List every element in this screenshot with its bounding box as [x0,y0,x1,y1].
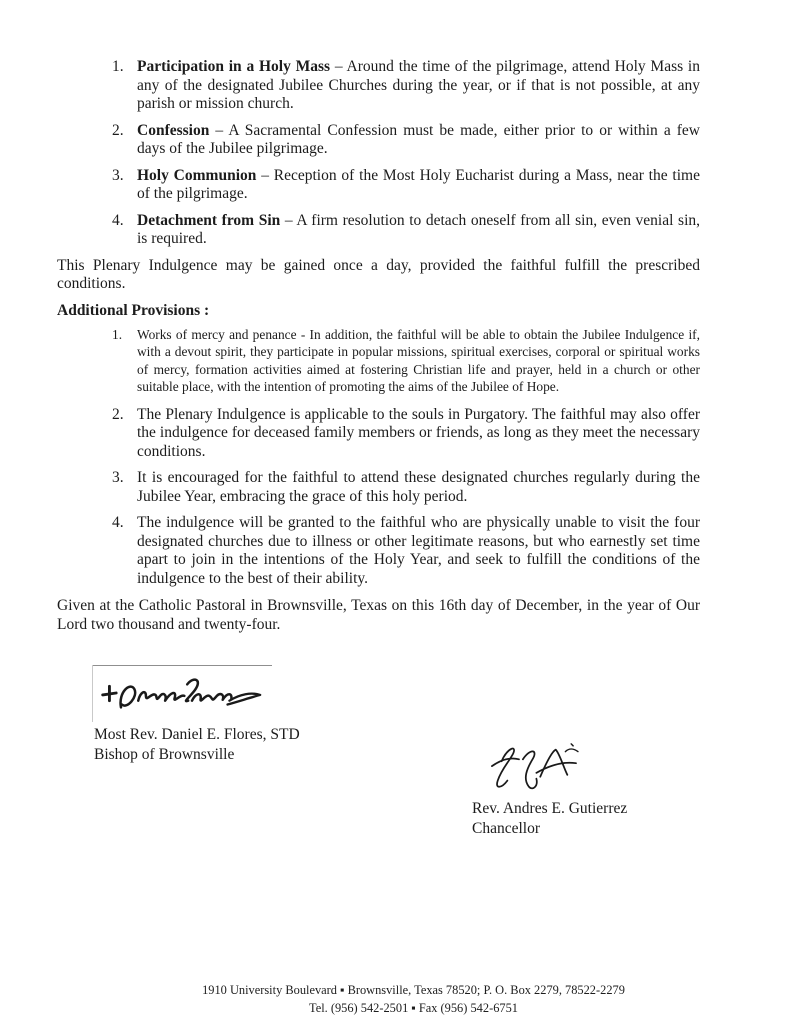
list-item-body: – A firm resolution to detach oneself from all sin, even venial sin, is required. [137,211,700,247]
footer [18,982,791,1017]
list-item-body: – Reception of the Most Holy Eucharist during a Mass, near the time of the pilgrimage. [137,166,700,202]
list-item [57,122,700,159]
conditions-list [57,58,700,249]
list-item-body: Works of mercy and penance - In addition, the faithful will be able to obtain the Jubilee Indulgence if, with a devout spirit, they participate in popular missions, spiritual exercises, corporal or spiritual works of mercy, formation activities aimed at fostering Christian life and prayer, held in a church or other suitable place, with the intention of promoting the aims of the Jubilee of Hope. [137,327,700,395]
list-item-body: The indulgence will be granted to the faithful who are physically unable to visit the four designated churches due to illness or other legitimate reasons, but who earnestly set time apart to join in the intentions of the Holy Year, and seek to fulfill the conditions of the indulgence to the best of their ability. [137,514,700,587]
bishop-signature-icon [94,669,266,717]
list-item [57,167,700,204]
list-item-lead: Detachment from Sin [137,211,281,229]
list-item [57,58,700,114]
list-item-body: It is encouraged for the faithful to attend these designated churches regularly during the Jubilee Year, embracing the grace of this holy period. [137,469,700,505]
bishop-signature-block [94,725,300,764]
list-item-body: – Around the time of the pilgrimage, attend Holy Mass in any of the designated Jubilee Churches during the year, or if that is not possible, at any parish or mission church. [137,58,700,112]
list-item-lead: Confession [137,121,210,139]
signature-box-edge [92,665,93,722]
list-item [57,406,700,462]
list-item-number: 3. [112,166,124,184]
chancellor-name: Rev. Andres E. Gutierrez [472,800,628,817]
list-item-number: 4. [112,514,124,532]
additional-provisions-heading: Additional Provisions : [57,301,210,319]
footer-contact-line: Tel. (956) 542-2501 ▪ Fax (956) 542-6751 [309,1000,518,1015]
list-item-number: 4. [112,211,124,229]
closing-paragraph: Given at the Catholic Pastoral in Brownsville, Texas on this 16th day of December, in the year of Our Lord two thousand and twenty-four. [57,597,700,633]
list-item-number: 1. [112,58,124,75]
chancellor-title: Chancellor [472,819,541,837]
body-paragraph: This Plenary Indulgence may be gained once a day, provided the faithful fulfill the prescribed conditions. [57,256,700,292]
chancellor-signature-image [479,740,587,803]
list-item-lead: Holy Communion [137,166,257,184]
list-item-lead: Participation in a Holy Mass [137,58,331,75]
bishop-name: Most Rev. Daniel E. Flores, STD [94,726,300,743]
list-item [57,469,700,506]
letter-body [57,0,700,634]
list-item-number: 2. [112,405,124,423]
bishop-title: Bishop of Brownsville [94,745,235,763]
list-item-number: 3. [112,469,124,487]
list-item-body: The Plenary Indulgence is applicable to the souls in Purgatory. The faithful may also offer the indulgence for deceased family members or friends, as long as they meet the necessary conditions. [137,405,700,460]
bishop-signature-image [94,669,266,722]
list-item-body: – A Sacramental Confession must be made, either prior to or within a few days of the Jubilee pilgrimage. [137,121,700,157]
signature-line [92,665,272,666]
list-item-number: 2. [112,121,124,139]
list-item-number: 1. [112,327,123,342]
chancellor-signature-block [472,799,627,838]
chancellor-signature-icon [479,740,587,798]
footer-address-line: 1910 University Boulevard ▪ Brownsville, Texas 78520; P. O. Box 2279, 78522-2279 [202,983,625,997]
list-item [57,212,700,249]
list-item [57,326,700,396]
provisions-list [57,326,700,588]
list-item [57,514,700,588]
